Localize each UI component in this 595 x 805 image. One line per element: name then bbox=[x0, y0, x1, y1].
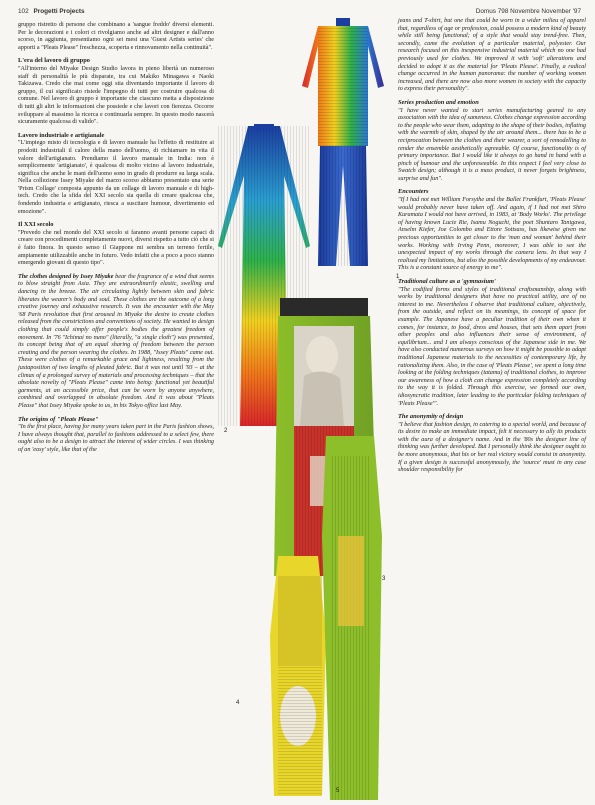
photo-5-green-dress bbox=[322, 436, 382, 800]
photo-label-3: 3 bbox=[382, 576, 386, 582]
section-text-lavoro-industriale: "L'impiego misto di tecnologia e di lavoro manuale ha l'effetto di restituire ai prodotti industriali il calore della mano dell'uomo, di richiamare in vita il valore dell'artigianato. Prendiamo il lavoro manuale in India: non è semplicemente 'artigianato', è qualcosa di molto vicino al lavoro industriale, significa che anche le mani dell'uomo sono in grado di produrre su larga scala. Nella collezione Issey Miyake del marzo scorso abbiamo presentato una serie 'Prism Collage' composta appunto da un collage di lavoro manuale e di high-tech. Credo che la sfida del XXI secolo sia quella di creare qualcosa che, fondendo industria e artigianato, riesca a suscitare humour, divertimento ed emozione". bbox=[18, 140, 214, 215]
section-text-lavoro-di-gruppo: "All'interno del Miyake Design Studio lavora in pieno libertà un numeroso staff di personalità le più disparate, tra cui Makiko Minagawa e Naoki Takizawa. Credo che mai come oggi stia diventando importante il lavoro di gruppo, il cui significato risiede l'impegno di tutti per costruire qualcosa di comune. Nel lavoro di gruppo è importante che ciascuno metta a disposizione di tutti gli altri le informazioni che possiede e che lavori con fierezza. Occorre sviluppare al massimo la ricerca e continuarla sempre. In questo modo nascerà sicuramente qualcosa di valido". bbox=[18, 65, 214, 126]
photo-label-4: 4 bbox=[236, 700, 240, 706]
photo-1-rainbow-jacket-suit bbox=[302, 18, 384, 266]
left-intro-paragraph: gruppo ristretto di persone che combinano a 'sangue freddo' diversi elementi. Per le decorazioni e i colori ci rivolgiamo anche ad altri designer e dall'anno scorso, in aggiunta, presentiamo ogni sei mesi una 'Guest Artists series' che apporti a "Pleats Please" freschezza, scoperta e rinnovamento nella continuità". bbox=[18, 22, 214, 51]
photo-label-2: 2 bbox=[224, 428, 228, 434]
section-title-traditional-culture: Traditional culture as a 'gymnasium' bbox=[398, 278, 496, 285]
section-title-lavoro-industriale: Lavoro industriale e artigianale bbox=[18, 131, 105, 139]
section-title-encounters: Encounters bbox=[398, 188, 429, 196]
issue-info: Domus 798 Novembre November '97 bbox=[475, 8, 581, 15]
photo-4-yellow-face-dress bbox=[270, 556, 326, 796]
photo-label-1: 1 bbox=[396, 274, 400, 280]
section-title-series-production: Series production and emotion bbox=[398, 98, 479, 106]
photo-collage bbox=[218, 16, 400, 800]
section-title-lavoro-di-gruppo: L'era del lavoro di gruppo bbox=[18, 57, 90, 65]
english-lead-paragraph bbox=[18, 274, 214, 411]
english-lead-bold: The clothes designed by Issey Miyake bbox=[18, 273, 114, 280]
photo-label-5: 5 bbox=[336, 788, 340, 794]
right-intro-paragraph: jeans and T-shirt, but one that could be worn in a wider milieu of apparel that, regardless of age or profession, could possess a modern kind of beauty while still being functional; of a style that would stay trend-free. Then, secondly, came the evolution of a particular material, polyester. Our research focused on this inexpensive industrial material which no one had previously used for clothes. We improved it with 'soft' alterations and decided to adopt it as the material for 'Pleats Please'. Finally, a radical change occurred in the human panorama: the number of working women increased, and there are now also more women in society with the capacity to express their personality". bbox=[398, 18, 586, 93]
garment-photos bbox=[218, 16, 396, 800]
section-text-anonymity: "I believe that fashion design, in catering to a special world, and because of its desire to make an immediate impact, felt it necessary to ally its products with the aura of a designer's name. And in the '80s the designer line of thinking was further developed. But I personally think the designer ought to be more anonymous, that his or her real victory would consist in anonymity. If a given design is successful anonymously, the 'source' must in any case shoulder responsibility for bbox=[398, 421, 586, 474]
section-text-xxi-secolo: "Prevedo che nel mondo del XXI secolo si faranno avanti persone capaci di creare con procedimenti completamente nuovi, diversi rispetto a tutto ciò che si è fatto finora. In questo senso il Giappone mi sembra un terreno fertile, ampiamente utilizzabile anche in futuro. Vedo infatti che a poco a poco stanno emergendo giovani di questo tipo". bbox=[18, 229, 214, 267]
page-number: 102 bbox=[18, 8, 29, 15]
section-title-anonymity: The anonymity of design bbox=[398, 413, 464, 421]
section-text-encounters: "If I had not met William Forsythe and the Ballet Frankfurt, 'Pleats Please' would probably never have taken off. And again, if I had not met Shiro Kuramata I would not have arrived, in 1983, at 'Body Works'. The privilege of having known Lucie Rie, Isamu Noguchi, the poet Shuntaro Tanigawa, Anselm Kiefer, Joe Colombo and Ettore Sottsass, has likewise given me precious opportunities to get closer to the 'man and woman' behind their works. Working with Irving Penn, moreover, I was able to see the unexpected impact of my works through the camera lens. In that way I realised my limitations, but also the possible developments of my endeavour. This is a constant source of energy to me". bbox=[398, 197, 586, 272]
right-column bbox=[398, 18, 586, 477]
section-text-series-production: "I have never wanted to start series manufacturing geared to any association with the idea of sameness. Clothes change expression according to the people who wear them, adapting to the shape of their bodies, inflating with the warmth of skin, shaped by the air around them... there has to be a reciprocation between the clothes and their wearer, a sort of remodelling to render the ensemble aesthetically agreeable. Of course, functionality is of primary importance. But I would like it always to go hand in hand with a pinch of humour and the unforeseeable. In this respect I feel very close to Swatch design; although it is a mass product, it never forgets brightness, surprise and fun". bbox=[398, 107, 586, 182]
section-text-origins: "In the first place, having for many years taken part in the Paris fashion shows, I have always thought that, parallel to fashions addressed to a select few, there ought also to be a design to attract the interest of wider circles. I was thinking of an 'easy' style, like that of the bbox=[18, 424, 214, 453]
section-title-origins: The origins of "Pleats Please" bbox=[18, 415, 99, 423]
left-column bbox=[18, 22, 214, 456]
section-text-traditional-culture: "The codified forms and styles of traditional craftsmanship, along with works by traditional designers that have no practical utility, are of no interest to me. Nevertheless I observe that traditional culture, objectively, from the outside, and reflect on its meanings, its concept of space for example. The Japanese have a peculiar tradition of their own when it comes, for instance, to food, dress and houses, that sets them apart from other peoples and also influences their sense of environment, of equilibrium... and I am always conscious of the Japanese side in me. We have also conducted numerous surveys on how it might be possible to adapt traditional Japanese materials to the necessities of contemporary life, by rationalizing them. Also, in the case of 'Pleats Please', we spent a long time looking at the folding techniques (tatamu) of traditional clothes, to improve our awareness of how a cloth can change expression completely according to the way it is folded. Through this exercise, we formed our own, idiosyncratic tradition, later leading to the particular folding techniques of 'Pleats Please'". bbox=[398, 286, 586, 407]
section-title-xxi-secolo: Il XXI secolo bbox=[18, 221, 54, 229]
header-left bbox=[18, 8, 85, 15]
english-lead-text: bear the fragrance of a wind that seems to blow straight from Asia. They are extraordinarily elastic, swelling and dancing in the breeze. The air circulating lightly between skin and fabric liberates the wearer's body and soul. These clothes are the outcome of a long creative journey and exhaustive research. It was the encounter with the May '68 Paris revolution that first aroused in Miyake the desire to create clothes released from the constrictions and conventions of society. He wanted to design clothing that could simply offer people's bodies the greatest freedom of movement. In '76 "Ichimai no nuno" (literally, "a single cloth") was presented, its concept being that of an equal sharing of freedom between the person creating and the person wearing the clothes. In 1988, "Issey Pleats" came out. These were clothes of a remarkable grace and lightness, resulting from the juxtaposition of two lengths of pleated fabric. But it was not until '93 – at the climax of a prolonged survey of materials and processing techniques – that the absolute novelty of "Pleats Please" came into being: functional yet beautiful garments, at an accessible price, that can be worn by anyone anywhere, combined and overlapped in absolute freedom. And it was about "Pleats Please" that Issey Miyake spoke to us, in his Tokyo office last May. bbox=[18, 273, 214, 409]
section-name: Progetti Projects bbox=[33, 8, 85, 15]
